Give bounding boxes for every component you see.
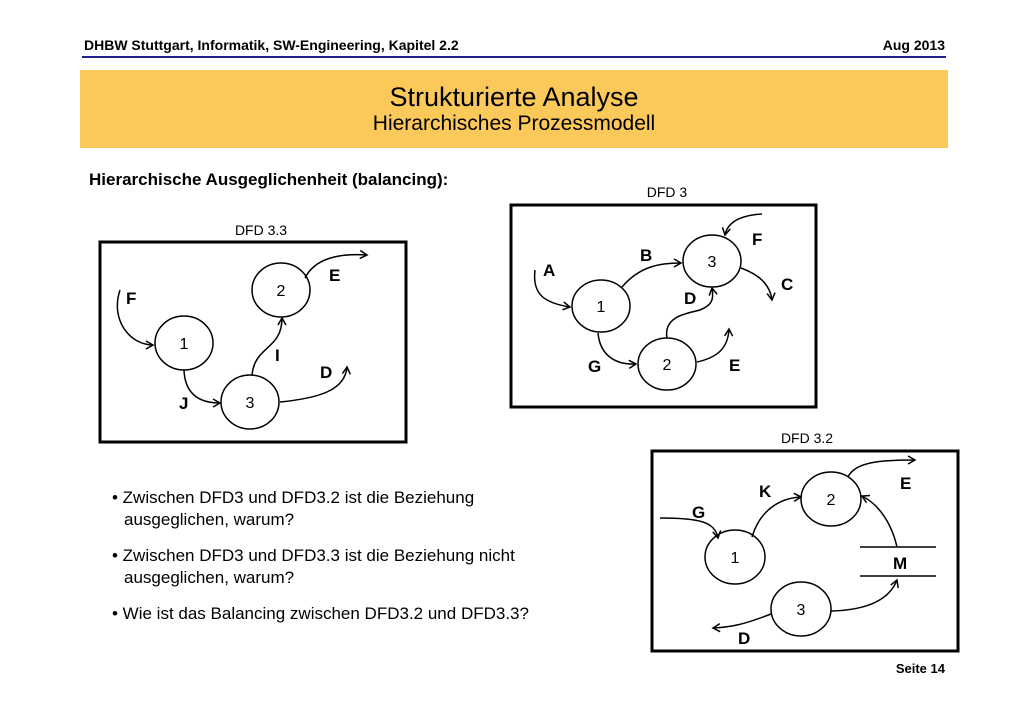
dfd3-node-2-label: 2	[662, 357, 672, 374]
dfd3-flow-g-label: G	[588, 357, 602, 376]
dfd33-flow-d	[280, 367, 347, 402]
dfd32-node-2-label: 2	[826, 492, 836, 509]
dfd3-node-1-label: 1	[596, 299, 606, 316]
dfd33-flow-j	[184, 370, 220, 403]
dfd33-flow-j-label: J	[179, 394, 189, 413]
dfd32-flow-e-label: E	[900, 474, 912, 493]
dfd3-flow-c	[741, 268, 772, 300]
section-heading: Hierarchische Ausgeglichenheit (balancing):	[89, 170, 449, 189]
dfd3-flow-f-label: F	[752, 230, 763, 249]
question-item: • Zwischen DFD3 und DFD3.2 ist die Beziehung ausgeglichen, warum?	[112, 488, 475, 529]
dfd32-flow-d-label: D	[738, 629, 751, 648]
dfd3-flow-e	[697, 329, 729, 362]
dfd32-frame	[652, 451, 958, 651]
dfd32-node-3-label: 3	[796, 602, 806, 619]
dfd32-flow-k	[752, 497, 801, 537]
dfd3-flow-b-label: B	[640, 246, 653, 265]
dfd3-frame	[511, 205, 816, 407]
dfd3-flow-d-label: D	[684, 289, 697, 308]
dfd33-node-3-label: 3	[245, 395, 255, 412]
slide-title: Strukturierte Analyse	[389, 82, 639, 112]
dfd33-node-2-label: 2	[276, 283, 286, 300]
dfd33-flow-f-label: F	[126, 289, 137, 308]
dfd33-flow-i-label: I	[275, 346, 280, 365]
question-list	[112, 487, 532, 639]
dfd33-caption: DFD 3.3	[234, 222, 288, 238]
dfd32-flow-k-label: K	[759, 482, 772, 501]
dfd32-flow-d	[713, 614, 771, 628]
header-date: Aug 2013	[882, 37, 945, 53]
dfd33-frame	[100, 242, 406, 442]
dfd3-node-3-label: 3	[707, 254, 717, 271]
dfd3-caption: DFD 3	[646, 184, 688, 200]
dfd32-store-label: M	[893, 554, 908, 573]
dfd3-flow-b	[622, 263, 681, 287]
header-course-title: DHBW Stuttgart, Informatik, SW-Engineering, Kapitel 2.2	[84, 37, 459, 53]
dfd32-node-1-label: 1	[730, 550, 740, 567]
dfd3-flow-e-label: E	[729, 356, 741, 375]
dfd32-flow-m-to-2	[862, 496, 897, 547]
dfd33-flow-e-label: E	[329, 266, 341, 285]
slide-subtitle: Hierarchisches Prozessmodell	[372, 112, 656, 135]
page-number: Seite 14	[895, 661, 945, 676]
dfd32-flow-3-to-m	[831, 580, 897, 611]
dfd3-flow-g	[598, 333, 636, 364]
dfd32-flow-g	[660, 518, 718, 538]
dfd3-flow-c-label: C	[781, 275, 794, 294]
question-item: • Wie ist das Balancing zwischen DFD3.2 und DFD3.3?	[112, 604, 529, 623]
dfd3-flow-a-label: A	[543, 261, 556, 280]
dfd33-flow-d-label: D	[320, 363, 333, 382]
dfd33-node-1-label: 1	[179, 336, 189, 353]
question-item: • Zwischen DFD3 und DFD3.3 ist die Beziehung nicht ausgeglichen, warum?	[112, 546, 515, 587]
dfd32-flow-g-label: G	[692, 503, 706, 522]
dfd32-caption: DFD 3.2	[780, 430, 834, 446]
